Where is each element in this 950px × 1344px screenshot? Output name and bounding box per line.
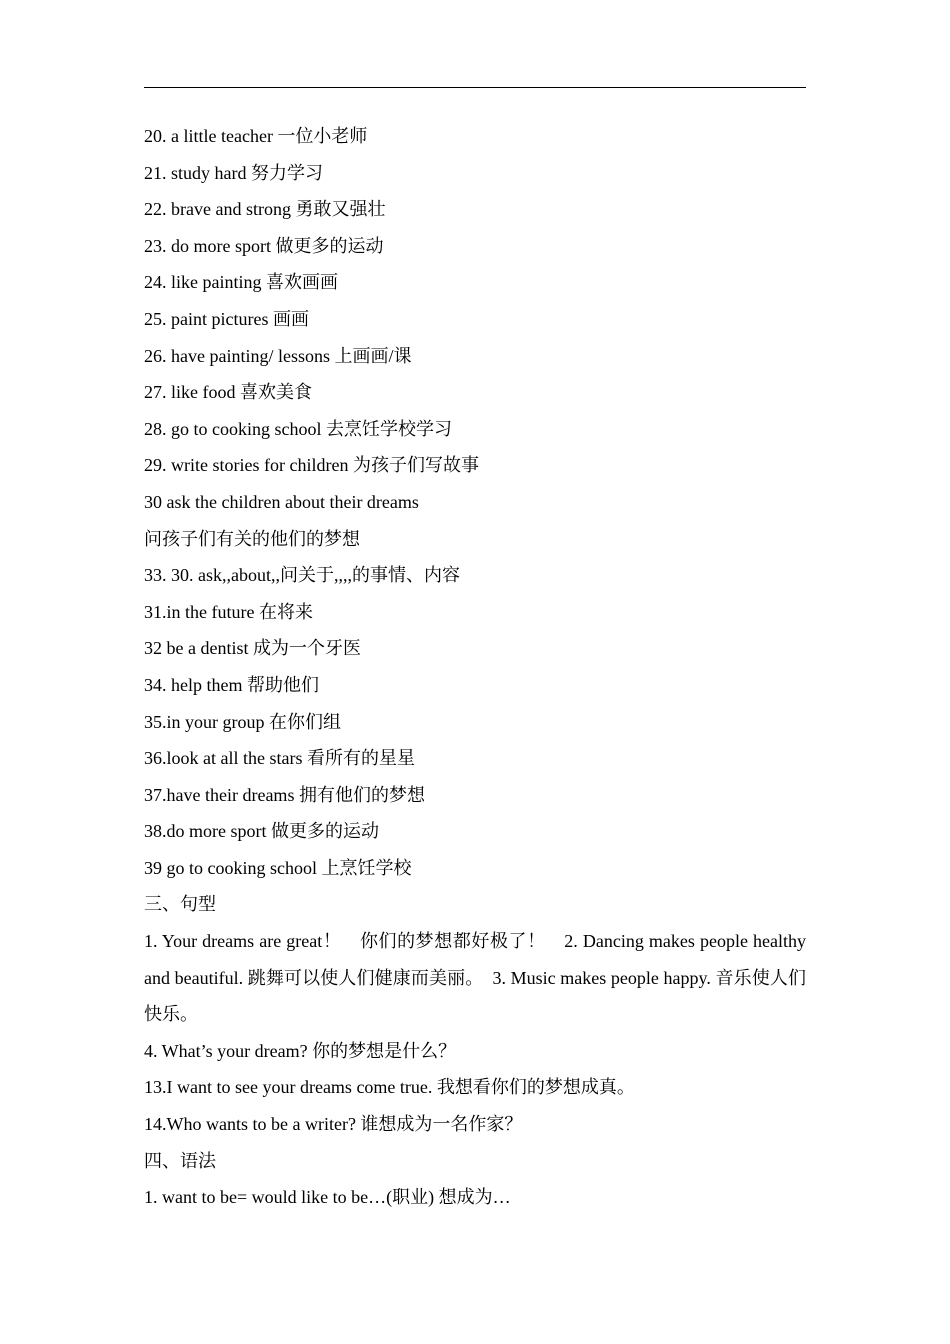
header-rule (144, 87, 806, 88)
phrase-item: 35.in your group 在你们组 (144, 711, 341, 732)
phrase-item: 33. 30. ask,,about,,问关于,,,,的事情、内容 (144, 565, 460, 586)
phrase-item: 36.look at all the stars 看所有的星星 (144, 748, 415, 769)
phrase-item: 37.have their dreams 拥有他们的梦想 (144, 784, 425, 805)
phrase-item: 26. have painting/ lessons 上画画/课 (144, 345, 412, 366)
phrase-item: 39 go to cooking school 上烹饪学校 (144, 857, 412, 878)
phrase-item: 30 ask the children about their dreams (144, 491, 419, 512)
sentence-item: 13.I want to see your dreams come true. 我想看你们的梦想成真。 (144, 1077, 635, 1098)
sentence-paragraph-text: 1. Your dreams are great！ 你们的梦想都好极了！ 2. Dancing makes people healthy and beautiful. 跳舞可以使人们健康而美丽。 3. Music makes people happy. 音乐使人们快乐。 (144, 931, 806, 1025)
sentence-paragraph (144, 923, 806, 1033)
sentence-item: 14.Who wants to be a writer? 谁想成为一名作家？ (144, 1114, 523, 1135)
document-body (144, 118, 806, 1216)
phrase-item: 25. paint pictures 画画 (144, 308, 309, 329)
phrase-item: 34. help them 帮助他们 (144, 674, 319, 695)
phrase-item: 21. study hard 努力学习 (144, 162, 323, 183)
phrase-item: 问孩子们有关的他们的梦想 (144, 528, 360, 549)
phrase-item: 28. go to cooking school 去烹饪学校学习 (144, 418, 452, 439)
sentence-item: 4. What’s your dream? 你的梦想是什么？ (144, 1040, 457, 1061)
phrase-item: 22. brave and strong 勇敢又强壮 (144, 199, 386, 220)
phrase-item: 24. like painting 喜欢画画 (144, 272, 338, 293)
phrase-item: 29. write stories for children 为孩子们写故事 (144, 455, 479, 476)
phrase-item: 27. like food 喜欢美食 (144, 382, 312, 403)
section-heading-grammar: 四、语法 (144, 1150, 216, 1171)
phrase-item: 32 be a dentist 成为一个牙医 (144, 638, 361, 659)
phrase-item: 20. a little teacher 一位小老师 (144, 126, 368, 146)
grammar-item: 1. want to be= would like to be…(职业) 想成为… (144, 1187, 511, 1208)
phrase-item: 23. do more sport 做更多的运动 (144, 235, 384, 256)
phrase-item: 31.in the future 在将来 (144, 601, 313, 622)
phrase-item: 38.do more sport 做更多的运动 (144, 821, 379, 842)
section-heading-sentence-patterns: 三、句型 (144, 894, 216, 915)
